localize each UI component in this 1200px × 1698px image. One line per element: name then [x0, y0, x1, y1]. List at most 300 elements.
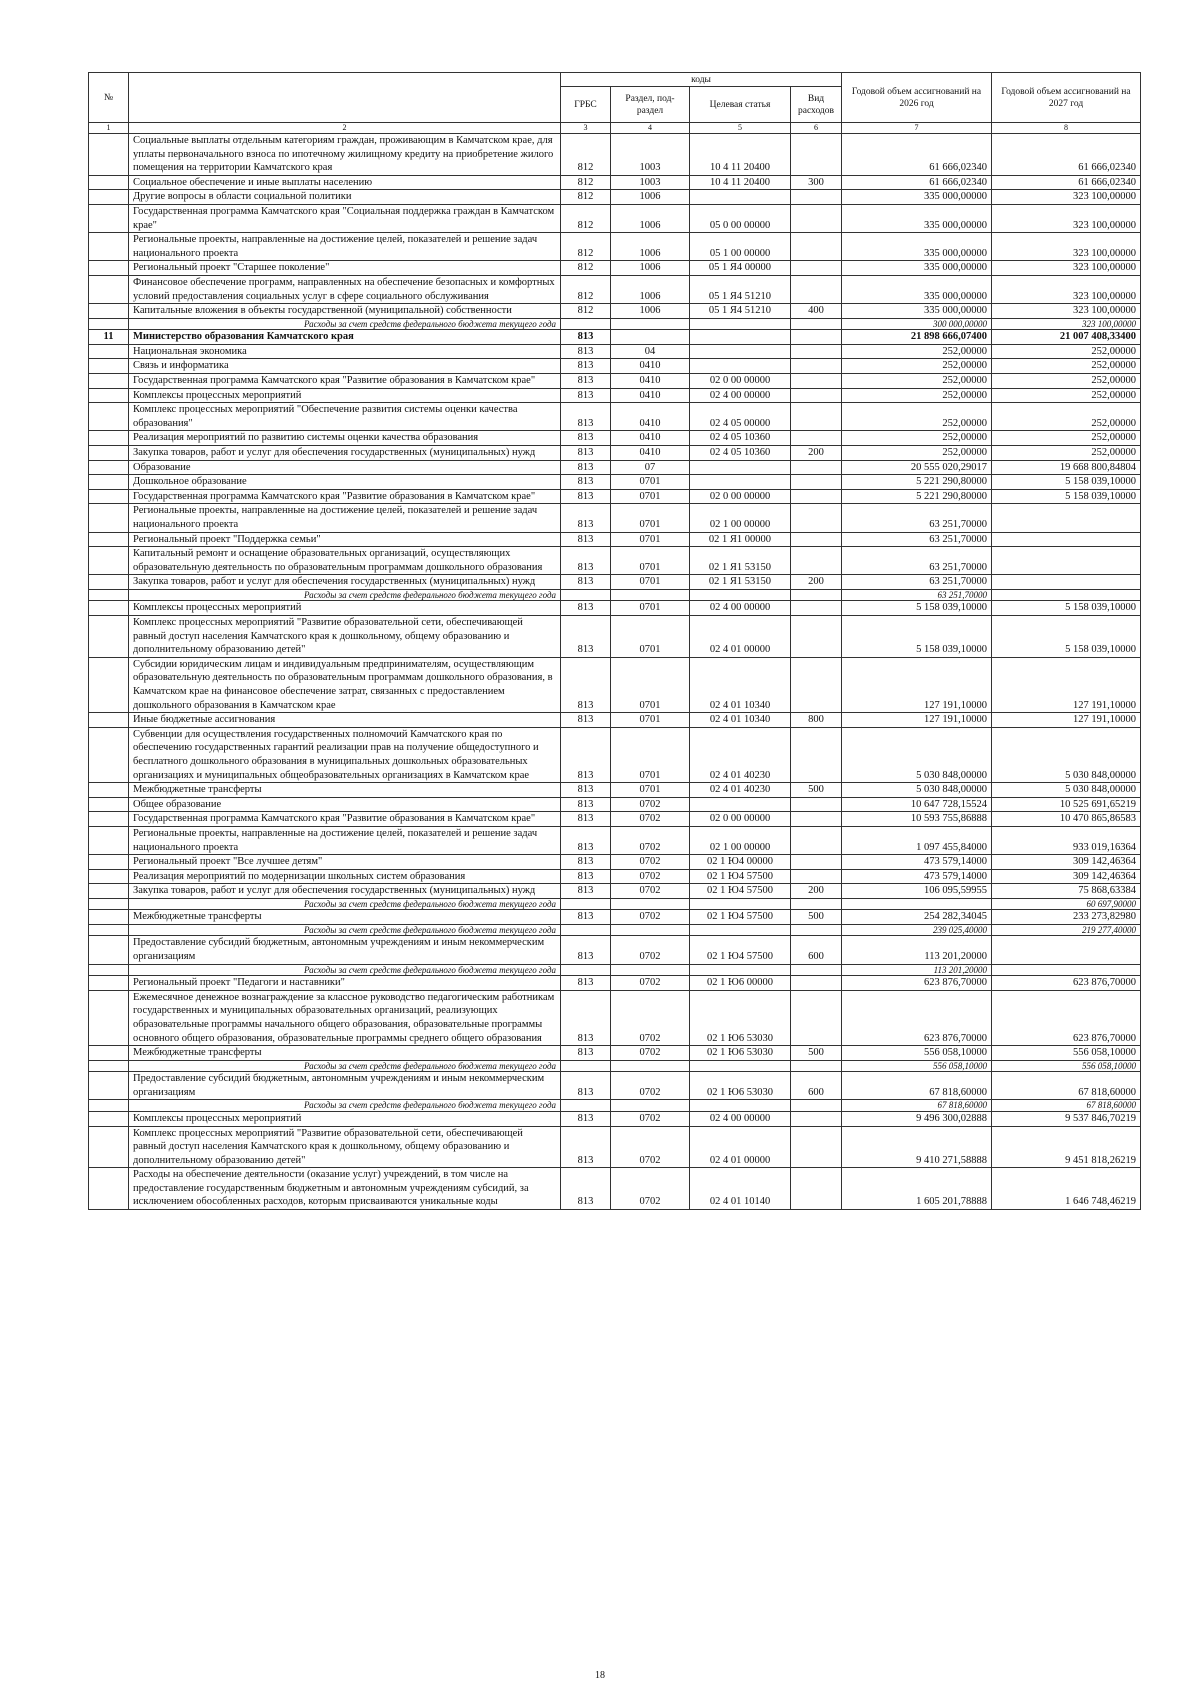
row-grbs: 813	[561, 616, 611, 658]
row-exptype	[791, 812, 842, 827]
row-grbs: 813	[561, 884, 611, 899]
row-number	[89, 1100, 129, 1112]
row-exptype	[791, 898, 842, 910]
row-amount-2026: 473 579,14000	[842, 855, 992, 870]
row-section: 0701	[611, 601, 690, 616]
row-name: Комплексы процессных мероприятий	[129, 601, 561, 616]
row-amount-2026: 623 876,70000	[842, 990, 992, 1045]
row-number	[89, 190, 129, 205]
row-amount-2026: 5 030 848,00000	[842, 727, 992, 782]
row-number	[89, 504, 129, 532]
row-amount-2027: 252,00000	[992, 431, 1141, 446]
row-section	[611, 964, 690, 976]
row-target: 02 1 Ю6 53030	[690, 1046, 791, 1061]
row-grbs: 813	[561, 504, 611, 532]
row-number	[89, 797, 129, 812]
row-grbs: 813	[561, 445, 611, 460]
row-name: Закупка товаров, работ и услуг для обеспечения государственных (муниципальных) нужд	[129, 884, 561, 899]
row-grbs: 813	[561, 403, 611, 431]
row-name: Другие вопросы в области социальной политики	[129, 190, 561, 205]
row-section: 0702	[611, 1072, 690, 1100]
table-row	[89, 475, 1141, 490]
table-row	[89, 1126, 1141, 1168]
row-grbs: 813	[561, 855, 611, 870]
row-section: 1006	[611, 275, 690, 303]
row-exptype: 600	[791, 936, 842, 964]
row-name: Государственная программа Камчатского края "Развитие образования в Камчатском крае"	[129, 374, 561, 389]
row-number	[89, 532, 129, 547]
row-name: Реализация мероприятий по модернизации школьных систем образования	[129, 869, 561, 884]
row-exptype: 600	[791, 1072, 842, 1100]
row-target: 02 4 00 00000	[690, 1111, 791, 1126]
row-grbs: 812	[561, 275, 611, 303]
row-amount-2026: 67 818,60000	[842, 1100, 992, 1112]
row-target: 05 0 00 00000	[690, 204, 791, 232]
row-target: 10 4 11 20400	[690, 175, 791, 190]
row-amount-2026: 254 282,34045	[842, 910, 992, 925]
row-amount-2026: 556 058,10000	[842, 1046, 992, 1061]
row-section: 0702	[611, 855, 690, 870]
row-amount-2026: 252,00000	[842, 359, 992, 374]
row-number	[89, 976, 129, 991]
row-target: 02 4 01 40230	[690, 727, 791, 782]
row-section: 0702	[611, 1168, 690, 1210]
row-exptype	[791, 190, 842, 205]
row-section: 0410	[611, 374, 690, 389]
row-amount-2026: 335 000,00000	[842, 261, 992, 276]
row-name: Общее образование	[129, 797, 561, 812]
row-section: 0701	[611, 532, 690, 547]
row-number	[89, 855, 129, 870]
row-grbs: 813	[561, 869, 611, 884]
row-target: 02 4 05 10360	[690, 445, 791, 460]
row-number	[89, 884, 129, 899]
row-amount-2026: 106 095,59955	[842, 884, 992, 899]
row-amount-2027: 252,00000	[992, 403, 1141, 431]
row-amount-2027	[992, 504, 1141, 532]
row-amount-2027: 19 668 800,84804	[992, 460, 1141, 475]
row-amount-2027: 1 646 748,46219	[992, 1168, 1141, 1210]
row-exptype	[791, 388, 842, 403]
row-target	[690, 589, 791, 601]
row-number	[89, 727, 129, 782]
row-exptype	[791, 964, 842, 976]
row-amount-2027: 556 058,10000	[992, 1060, 1141, 1072]
table-row	[89, 1072, 1141, 1100]
row-section: 0702	[611, 936, 690, 964]
row-grbs: 812	[561, 261, 611, 276]
row-grbs: 812	[561, 175, 611, 190]
row-amount-2026: 300 000,00000	[842, 318, 992, 330]
row-amount-2026: 1 097 455,84000	[842, 826, 992, 854]
row-number	[89, 713, 129, 728]
row-amount-2027: 67 818,60000	[992, 1072, 1141, 1100]
row-name: Закупка товаров, работ и услуг для обеспечения государственных (муниципальных) нужд	[129, 575, 561, 590]
row-name: Финансовое обеспечение программ, направленных на обеспечение безопасных и комфортных условий предоставления социальных услуг в сфере социального обслуживания	[129, 275, 561, 303]
table-row	[89, 812, 1141, 827]
row-name: Региональный проект "Все лучшее детям"	[129, 855, 561, 870]
row-section: 0410	[611, 388, 690, 403]
row-exptype	[791, 976, 842, 991]
row-amount-2027: 9 451 818,26219	[992, 1126, 1141, 1168]
row-amount-2026: 20 555 020,29017	[842, 460, 992, 475]
row-name: Региональные проекты, направленные на достижение целей, показателей и решение задач национального проекта	[129, 504, 561, 532]
row-name: Региональный проект "Педагоги и наставники"	[129, 976, 561, 991]
row-exptype	[791, 924, 842, 936]
row-name: Комплекс процессных мероприятий "Обеспечение развития системы оценки качества образования"	[129, 403, 561, 431]
row-target	[690, 318, 791, 330]
table-row	[89, 1111, 1141, 1126]
row-grbs: 813	[561, 826, 611, 854]
colnum-4: 4	[611, 123, 690, 134]
row-amount-2026: 335 000,00000	[842, 233, 992, 261]
row-section	[611, 589, 690, 601]
row-target: 02 0 00 00000	[690, 812, 791, 827]
row-name: Реализация мероприятий по развитию системы оценки качества образования	[129, 431, 561, 446]
row-section: 0701	[611, 575, 690, 590]
row-amount-2027: 219 277,40000	[992, 924, 1141, 936]
row-amount-2026: 335 000,00000	[842, 304, 992, 319]
row-amount-2027: 252,00000	[992, 359, 1141, 374]
row-amount-2027: 252,00000	[992, 374, 1141, 389]
row-target	[690, 344, 791, 359]
row-exptype	[791, 657, 842, 712]
row-amount-2027: 75 868,63384	[992, 884, 1141, 899]
row-section: 0701	[611, 616, 690, 658]
row-name: Региональные проекты, направленные на достижение целей, показателей и решение задач национального проекта	[129, 233, 561, 261]
row-target: 02 1 Ю4 57500	[690, 936, 791, 964]
colnum-2: 2	[129, 123, 561, 134]
row-name: Межбюджетные трансферты	[129, 1046, 561, 1061]
row-name: Расходы за счет средств федерального бюджета текущего года	[129, 589, 561, 601]
row-amount-2027	[992, 575, 1141, 590]
table-row	[89, 460, 1141, 475]
row-name: Расходы за счет средств федерального бюджета текущего года	[129, 318, 561, 330]
row-section	[611, 924, 690, 936]
row-number	[89, 275, 129, 303]
row-target: 02 4 00 00000	[690, 388, 791, 403]
row-exptype	[791, 532, 842, 547]
row-amount-2026: 5 221 290,80000	[842, 489, 992, 504]
row-section: 0701	[611, 727, 690, 782]
row-grbs: 813	[561, 936, 611, 964]
row-name: Комплекс процессных мероприятий "Развитие образовательной сети, обеспечивающей равный доступ населения Камчатского края к дошкольному, общему образованию и дополнительному образованию детей"	[129, 616, 561, 658]
row-name: Предоставление субсидий бюджетным, автономным учреждениям и иным некоммерческим организациям	[129, 1072, 561, 1100]
federal-funds-note-row	[89, 924, 1141, 936]
table-row	[89, 190, 1141, 205]
row-exptype	[791, 330, 842, 345]
row-number	[89, 388, 129, 403]
row-number	[89, 964, 129, 976]
row-amount-2026: 252,00000	[842, 445, 992, 460]
colnum-6: 6	[791, 123, 842, 134]
row-section	[611, 898, 690, 910]
row-target: 02 1 Я1 53150	[690, 547, 791, 575]
row-exptype	[791, 318, 842, 330]
row-amount-2026: 9 410 271,58888	[842, 1126, 992, 1168]
row-grbs	[561, 1060, 611, 1072]
row-name: Субвенции для осуществления государственных полномочий Камчатского края по обеспечению государственных гарантий реализации прав на получение общедоступного и бесплатного дошкольного образования в муниципальных дошкольных образовательных организациях и муниципальных общеобразовательных организациях в Камчатском крае	[129, 727, 561, 782]
row-section: 04	[611, 344, 690, 359]
row-amount-2027: 10 470 865,86583	[992, 812, 1141, 827]
row-number	[89, 898, 129, 910]
row-name: Государственная программа Камчатского края "Развитие образования в Камчатском крае"	[129, 489, 561, 504]
row-amount-2026	[842, 898, 992, 910]
row-target: 02 1 Ю6 53030	[690, 1072, 791, 1100]
row-exptype	[791, 601, 842, 616]
federal-funds-note-row	[89, 964, 1141, 976]
row-name: Государственная программа Камчатского края "Развитие образования в Камчатском крае"	[129, 812, 561, 827]
row-grbs: 813	[561, 489, 611, 504]
row-grbs: 813	[561, 1111, 611, 1126]
row-exptype	[791, 1100, 842, 1112]
row-number	[89, 233, 129, 261]
row-amount-2027: 556 058,10000	[992, 1046, 1141, 1061]
row-number: 11	[89, 330, 129, 345]
row-amount-2026: 21 898 666,07400	[842, 330, 992, 345]
row-exptype: 400	[791, 304, 842, 319]
row-amount-2027	[992, 547, 1141, 575]
row-amount-2026: 5 221 290,80000	[842, 475, 992, 490]
row-target	[690, 1100, 791, 1112]
row-name: Региональный проект "Старшее поколение"	[129, 261, 561, 276]
row-number	[89, 657, 129, 712]
row-amount-2026: 63 251,70000	[842, 575, 992, 590]
row-number	[89, 431, 129, 446]
row-exptype	[791, 233, 842, 261]
row-exptype	[791, 475, 842, 490]
row-amount-2027: 5 158 039,10000	[992, 601, 1141, 616]
row-target: 02 1 Ю4 57500	[690, 884, 791, 899]
row-amount-2026: 623 876,70000	[842, 976, 992, 991]
table-row	[89, 134, 1141, 176]
table-row	[89, 727, 1141, 782]
row-section	[611, 1100, 690, 1112]
header-section: Раздел, под-раздел	[611, 87, 690, 123]
row-section: 0410	[611, 403, 690, 431]
header-grbs: ГРБС	[561, 87, 611, 123]
row-section: 0701	[611, 475, 690, 490]
table-row	[89, 344, 1141, 359]
row-exptype	[791, 134, 842, 176]
row-number	[89, 359, 129, 374]
row-exptype	[791, 547, 842, 575]
row-number	[89, 344, 129, 359]
row-exptype	[791, 1111, 842, 1126]
table-row	[89, 330, 1141, 345]
row-section: 0701	[611, 783, 690, 798]
row-exptype	[791, 727, 842, 782]
table-row	[89, 826, 1141, 854]
row-exptype: 500	[791, 1046, 842, 1061]
row-exptype	[791, 855, 842, 870]
row-number	[89, 489, 129, 504]
row-amount-2026: 67 818,60000	[842, 1072, 992, 1100]
federal-funds-note-row	[89, 898, 1141, 910]
row-amount-2027: 323 100,00000	[992, 318, 1141, 330]
row-name: Государственная программа Камчатского края "Социальная поддержка граждан в Камчатском крае"	[129, 204, 561, 232]
row-grbs: 813	[561, 532, 611, 547]
row-grbs: 813	[561, 575, 611, 590]
row-target	[690, 475, 791, 490]
row-amount-2027: 127 191,10000	[992, 657, 1141, 712]
table-row	[89, 616, 1141, 658]
row-number	[89, 547, 129, 575]
row-grbs: 813	[561, 990, 611, 1045]
table-row	[89, 204, 1141, 232]
row-number	[89, 589, 129, 601]
table-row	[89, 431, 1141, 446]
row-exptype: 800	[791, 713, 842, 728]
row-name: Региональный проект "Поддержка семьи"	[129, 532, 561, 547]
row-exptype	[791, 359, 842, 374]
row-number	[89, 783, 129, 798]
row-amount-2026: 61 666,02340	[842, 175, 992, 190]
row-exptype	[791, 1126, 842, 1168]
row-number	[89, 616, 129, 658]
row-number	[89, 403, 129, 431]
table-row	[89, 783, 1141, 798]
row-grbs	[561, 318, 611, 330]
table-row	[89, 359, 1141, 374]
row-amount-2027: 233 273,82980	[992, 910, 1141, 925]
row-target: 02 4 01 00000	[690, 1126, 791, 1168]
row-name: Комплекс процессных мероприятий "Развитие образовательной сети, обеспечивающей равный доступ населения Камчатского края к дошкольному, общему образованию и дополнительному образованию детей"	[129, 1126, 561, 1168]
row-amount-2026: 5 158 039,10000	[842, 616, 992, 658]
row-number	[89, 318, 129, 330]
row-exptype	[791, 275, 842, 303]
table-row	[89, 261, 1141, 276]
row-target: 02 4 01 10340	[690, 657, 791, 712]
row-grbs: 813	[561, 1046, 611, 1061]
header-2026: Годовой объем ассигнований на 2026 год	[842, 73, 992, 123]
row-target	[690, 797, 791, 812]
row-grbs: 812	[561, 134, 611, 176]
row-amount-2027: 21 007 408,33400	[992, 330, 1141, 345]
colnum-8: 8	[992, 123, 1141, 134]
row-name: Национальная экономика	[129, 344, 561, 359]
row-grbs: 813	[561, 344, 611, 359]
table-row	[89, 884, 1141, 899]
row-target	[690, 330, 791, 345]
table-row	[89, 304, 1141, 319]
row-number	[89, 475, 129, 490]
header-2027: Годовой объем ассигнований на 2027 год	[992, 73, 1141, 123]
table-row	[89, 713, 1141, 728]
row-exptype	[791, 344, 842, 359]
federal-funds-note-row	[89, 318, 1141, 330]
row-grbs	[561, 924, 611, 936]
colnum-7: 7	[842, 123, 992, 134]
row-amount-2027: 309 142,46364	[992, 855, 1141, 870]
row-section: 1006	[611, 190, 690, 205]
row-exptype	[791, 204, 842, 232]
federal-funds-note-row	[89, 1060, 1141, 1072]
row-number	[89, 812, 129, 827]
row-amount-2027: 323 100,00000	[992, 190, 1141, 205]
row-number	[89, 575, 129, 590]
row-amount-2026: 252,00000	[842, 374, 992, 389]
row-amount-2027: 5 158 039,10000	[992, 489, 1141, 504]
row-target: 02 4 01 10140	[690, 1168, 791, 1210]
row-grbs: 813	[561, 1126, 611, 1168]
row-amount-2026: 252,00000	[842, 403, 992, 431]
row-name: Ежемесячное денежное вознаграждение за классное руководство педагогическим работникам государственных и муниципальных образовательных организаций, реализующих образовательные программы начального общего образования, образовательные программы основного общего образования, образовательные программы среднего общего образования	[129, 990, 561, 1045]
row-section: 0702	[611, 869, 690, 884]
row-exptype: 200	[791, 884, 842, 899]
table-row	[89, 445, 1141, 460]
row-number	[89, 460, 129, 475]
row-exptype	[791, 504, 842, 532]
federal-funds-note-row	[89, 1100, 1141, 1112]
row-section: 0702	[611, 1046, 690, 1061]
colnum-1: 1	[89, 123, 129, 134]
row-grbs: 813	[561, 330, 611, 345]
row-section	[611, 1060, 690, 1072]
row-amount-2027: 61 666,02340	[992, 134, 1141, 176]
row-target: 05 1 00 00000	[690, 233, 791, 261]
row-grbs: 813	[561, 812, 611, 827]
row-number	[89, 1126, 129, 1168]
row-grbs	[561, 1100, 611, 1112]
row-name: Межбюджетные трансферты	[129, 910, 561, 925]
row-grbs: 812	[561, 304, 611, 319]
row-name: Межбюджетные трансферты	[129, 783, 561, 798]
row-exptype	[791, 797, 842, 812]
row-name: Расходы за счет средств федерального бюджета текущего года	[129, 924, 561, 936]
row-number	[89, 1060, 129, 1072]
header-name	[129, 73, 561, 123]
row-amount-2026: 1 605 201,78888	[842, 1168, 992, 1210]
row-target: 02 1 Ю6 53030	[690, 990, 791, 1045]
row-section: 0702	[611, 826, 690, 854]
row-amount-2026: 239 025,40000	[842, 924, 992, 936]
row-grbs: 813	[561, 460, 611, 475]
row-exptype	[791, 489, 842, 504]
row-number	[89, 1072, 129, 1100]
row-target: 02 4 01 10340	[690, 713, 791, 728]
row-exptype	[791, 869, 842, 884]
row-section: 0702	[611, 910, 690, 925]
row-section: 0410	[611, 359, 690, 374]
row-section: 07	[611, 460, 690, 475]
table-row	[89, 657, 1141, 712]
row-section: 1006	[611, 261, 690, 276]
row-name: Расходы на обеспечение деятельности (оказание услуг) учреждений, в том числе на предоставление государственным бюджетным и автономным учреждениям субсидий, за исключением обособленных расходов, которым присваиваются уникальные коды	[129, 1168, 561, 1210]
row-amount-2027	[992, 532, 1141, 547]
row-amount-2026: 63 251,70000	[842, 547, 992, 575]
row-number	[89, 261, 129, 276]
table-row	[89, 175, 1141, 190]
row-exptype: 500	[791, 783, 842, 798]
row-grbs: 813	[561, 910, 611, 925]
row-grbs: 813	[561, 431, 611, 446]
row-amount-2026: 252,00000	[842, 431, 992, 446]
table-row	[89, 869, 1141, 884]
row-name: Предоставление субсидий бюджетным, автономным учреждениям и иным некоммерческим организациям	[129, 936, 561, 964]
row-name: Комплексы процессных мероприятий	[129, 1111, 561, 1126]
row-section	[611, 318, 690, 330]
header-exptype: Вид расходов	[791, 87, 842, 123]
row-target: 02 0 00 00000	[690, 374, 791, 389]
row-exptype	[791, 616, 842, 658]
row-amount-2026: 252,00000	[842, 344, 992, 359]
row-target: 05 1 Я4 00000	[690, 261, 791, 276]
row-amount-2026: 335 000,00000	[842, 190, 992, 205]
row-name: Образование	[129, 460, 561, 475]
row-grbs: 813	[561, 601, 611, 616]
row-amount-2026: 127 191,10000	[842, 713, 992, 728]
